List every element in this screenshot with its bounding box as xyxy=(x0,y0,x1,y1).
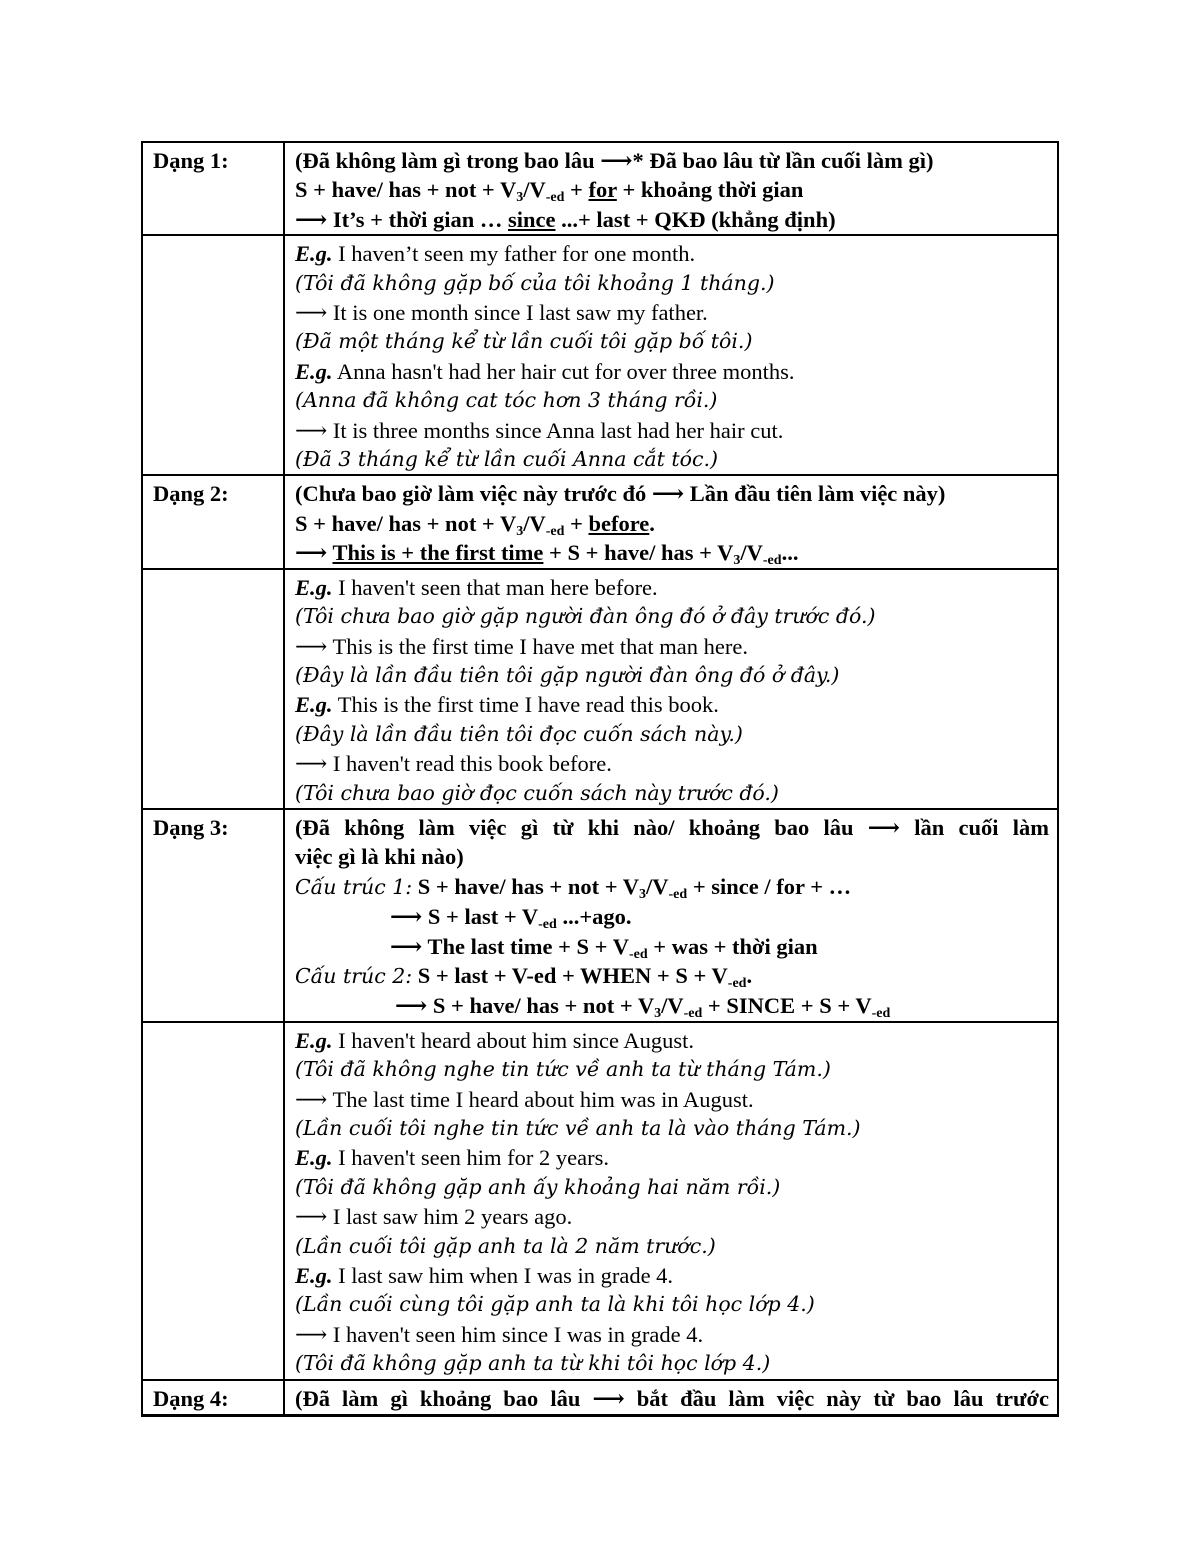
example-line: E.g. This is the first time I have read this book. xyxy=(295,692,719,718)
translation-line: (Tôi đã không gặp bố của tôi khoảng 1 tháng.) xyxy=(295,270,775,295)
grammar-table xyxy=(141,141,1059,1417)
translation-line: (Lần cuối tôi gặp anh ta là 2 năm trước.) xyxy=(295,1233,716,1258)
dang2-formula-cell xyxy=(284,475,1058,568)
dang1-examples xyxy=(284,235,1058,475)
dang3-structure-1-result-2: ⟶ The last time + $S + V_{-ed}$ + was + thời gian xyxy=(390,933,818,962)
dang2-title: (Chưa bao giờ làm việc này trước đó ⟶ Lần đầu tiên làm việc này) xyxy=(295,481,946,507)
dang2-examples xyxy=(284,569,1058,809)
example-line: E.g. Anna hasn't had her hair cut for over three months. xyxy=(295,358,795,384)
dang3-title-line-2: việc gì là khi nào) xyxy=(295,844,464,870)
dang2-formula-2: ⟶ This is + the first time + S + have/ has + $V_3/V_{-ed}$... xyxy=(295,540,799,569)
dang1-title: (Đã không làm gì trong bao lâu ⟶* Đã bao lâu từ lần cuối làm gì) xyxy=(295,148,934,173)
dang4-title: (Đã làm gì khoảng bao lâu ⟶ bắt đầu làm việc này từ bao lâu trước xyxy=(295,1385,1049,1411)
example-line: E.g. I haven’t seen my father for one month. xyxy=(295,241,696,267)
example-line: ⟶ The last time I heard about him was in August. xyxy=(295,1086,754,1112)
dang3-title-line-1: (Đã không làm việc gì từ khi nào/ khoảng bao lâu ⟶ lần cuối làm xyxy=(295,814,1049,840)
dang3-structure-1: Cấu trúc 1: S + have/ has + not + $V_3/V_{-ed}$ + since / for + … xyxy=(295,873,852,902)
translation-line: (Tôi chưa bao giờ gặp người đàn ông đó ở đây trước đó.) xyxy=(295,604,876,629)
example-line: ⟶ It is one month since I last saw my father. xyxy=(295,300,708,326)
dang3-structure-1-result-1: ⟶ S + last + $V_{-ed}$ ...+ago. xyxy=(390,904,632,933)
dang2-label: Dạng 2: xyxy=(142,475,284,568)
dang4-label: Dạng 4: xyxy=(142,1380,284,1416)
translation-line: (Tôi đã không gặp anh ta từ khi tôi học lớp 4.) xyxy=(295,1351,771,1376)
dang3-examples xyxy=(284,1022,1058,1380)
dang1-formula-1: S + have/ has + not + $V_3/V_{-ed}$ + for + khoảng thời gian xyxy=(295,177,804,206)
dang2-formula-1: S + have/ has + not + $V_3/V_{-ed}$ + before. xyxy=(295,510,655,539)
translation-line: (Lần cuối cùng tôi gặp anh ta là khi tôi học lớp 4.) xyxy=(295,1292,815,1317)
example-line: E.g. I haven't seen that man here before. xyxy=(295,574,658,600)
translation-line: (Tôi đã không gặp anh ấy khoảng hai năm rồi.) xyxy=(295,1174,781,1199)
example-line: ⟶ I haven't read this book before. xyxy=(295,751,612,777)
dang3-label: Dạng 3: xyxy=(142,809,284,1022)
example-line: ⟶ I last saw him 2 years ago. xyxy=(295,1204,573,1230)
dang2-empty-cell xyxy=(142,569,284,809)
dang1-formula-cell xyxy=(284,142,1058,235)
dang3-formula-cell xyxy=(284,809,1058,1022)
dang3-structure-2-result: ⟶ S + have/ has + not + $V_3/V_{-ed}$ + SINCE + $S + V_{-ed}$ xyxy=(395,993,891,1022)
dang1-label: Dạng 1: xyxy=(142,142,284,235)
dang3-header-row xyxy=(142,809,1058,1022)
dang3-example-row xyxy=(142,1022,1058,1380)
dang2-header-row xyxy=(142,475,1058,568)
translation-line: (Đây là lần đầu tiên tôi gặp người đàn ông đó ở đây.) xyxy=(295,662,840,687)
translation-line: (Lần cuối tôi nghe tin tức về anh ta là vào tháng Tám.) xyxy=(295,1116,861,1140)
example-line: E.g. I haven't heard about him since August. xyxy=(295,1027,694,1053)
dang1-header-row xyxy=(142,142,1058,235)
dang4-header-row xyxy=(142,1380,1058,1416)
dang1-example-row xyxy=(142,235,1058,475)
dang3-structure-2: Cấu trúc 2: S + last + V-ed + WHEN + $S + V_{-ed}$. xyxy=(295,962,753,991)
dang1-formula-2: ⟶ It’s + thời gian … since ...+ last + QKĐ (khẳng định) xyxy=(295,206,836,232)
example-line: E.g. I haven't seen him for 2 years. xyxy=(295,1145,609,1171)
dang2-example-row xyxy=(142,569,1058,809)
dang3-empty-cell xyxy=(142,1022,284,1380)
translation-line: (Tôi chưa bao giờ đọc cuốn sách này trước đó.) xyxy=(295,780,779,805)
example-line: ⟶ This is the first time I have met that man here. xyxy=(295,633,748,659)
example-line: E.g. I last saw him when I was in grade 4. xyxy=(295,1263,674,1289)
translation-line: (Tôi đã không nghe tin tức về anh ta từ tháng Tám.) xyxy=(295,1057,831,1082)
translation-line: (Đã 3 tháng kể từ lần cuối Anna cắt tóc.) xyxy=(295,447,718,472)
dang4-formula-cell xyxy=(284,1380,1058,1416)
example-line: ⟶ I haven't seen him since I was in grade 4. xyxy=(295,1321,704,1347)
translation-line: (Đã một tháng kể từ lần cuối tôi gặp bố tôi.) xyxy=(295,329,753,354)
dang1-empty-cell xyxy=(142,235,284,475)
translation-line: (Đây là lần đầu tiên tôi đọc cuốn sách này.) xyxy=(295,721,743,746)
translation-line: (Anna đã không cat tóc hơn 3 tháng rồi.) xyxy=(295,388,718,413)
example-line: ⟶ It is three months since Anna last had her hair cut. xyxy=(295,417,784,443)
